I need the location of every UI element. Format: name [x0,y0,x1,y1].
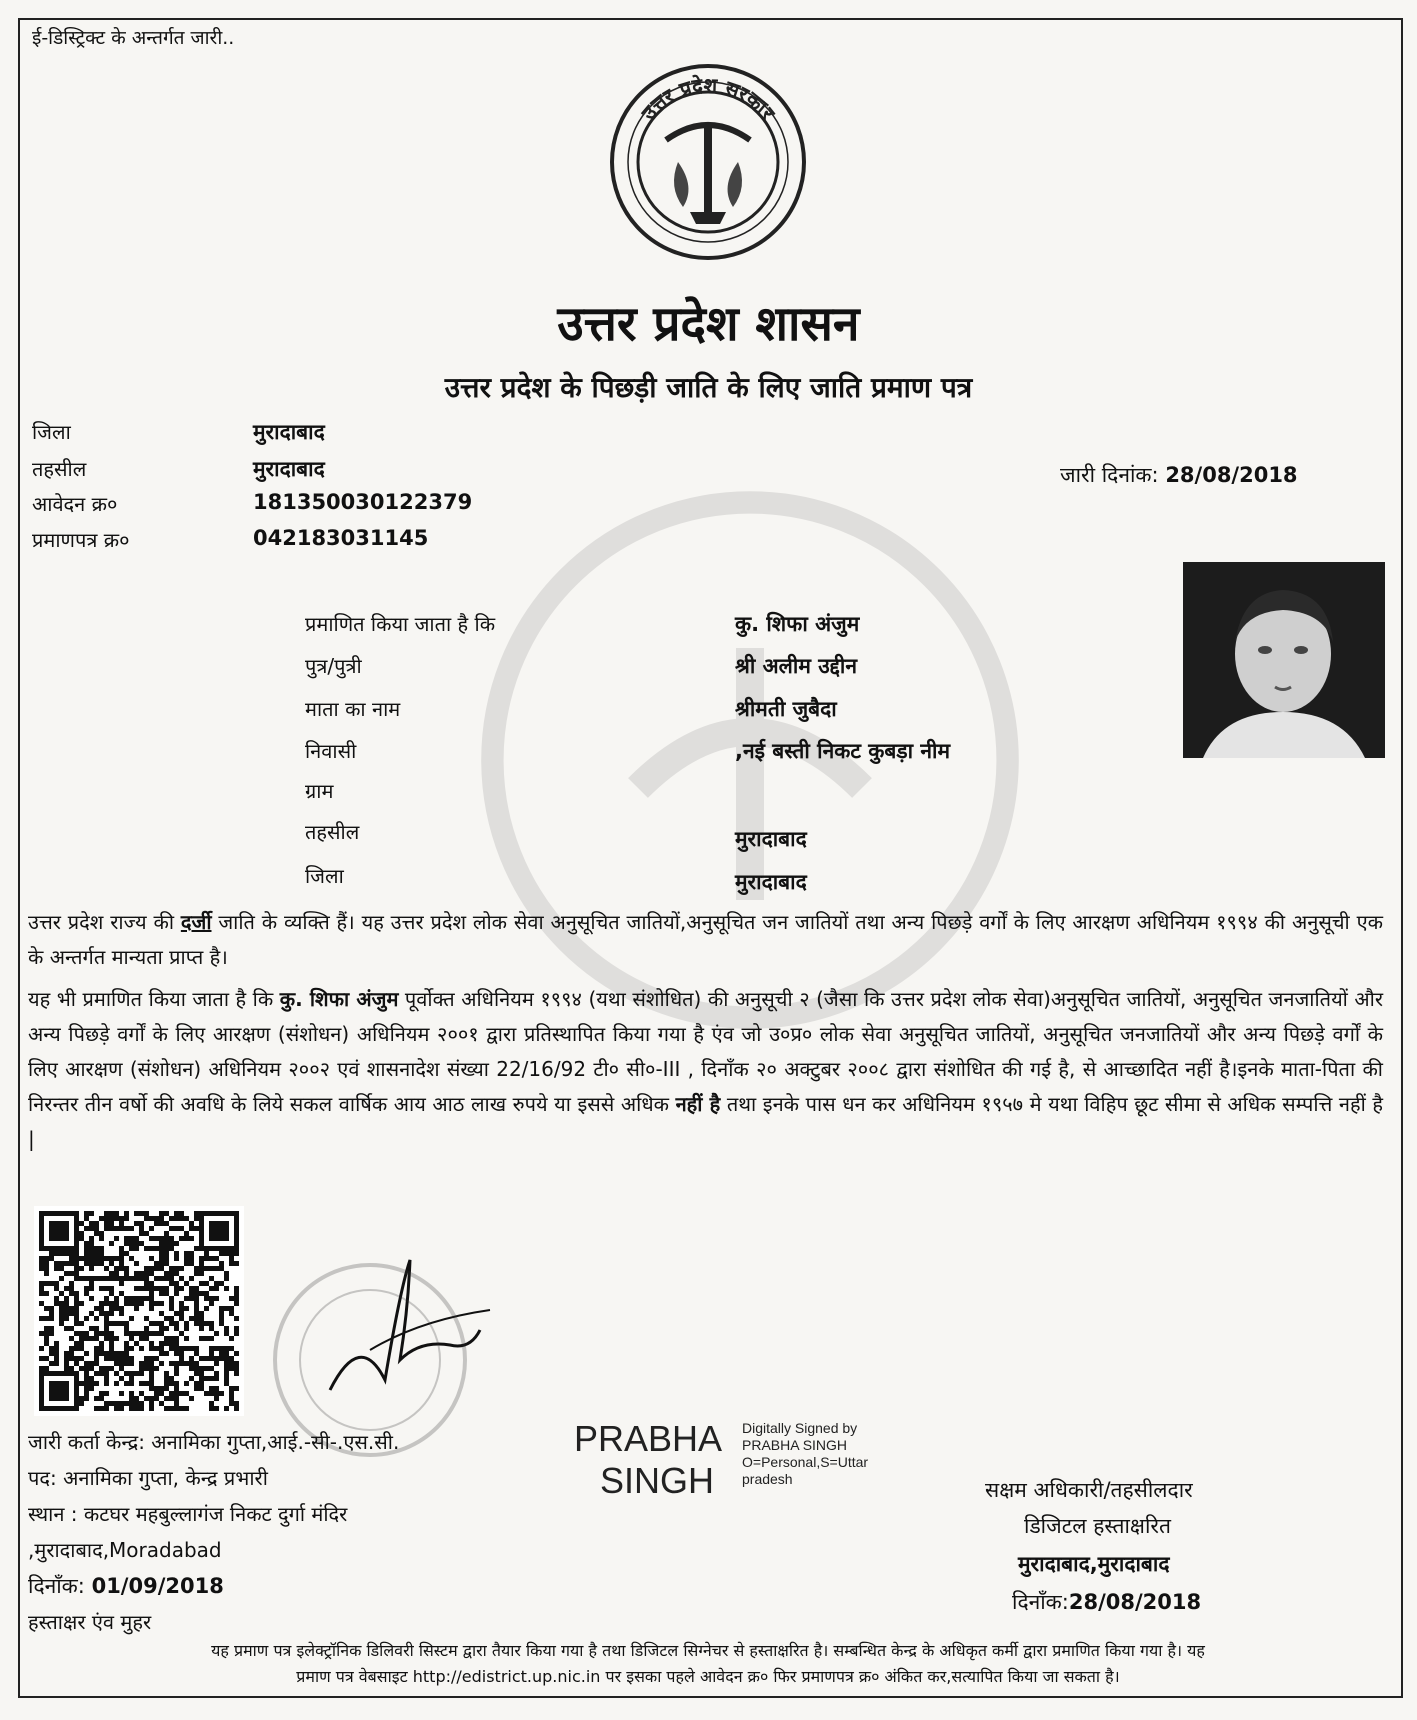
authority-place: मुरादाबाद,मुरादाबाद [1018,1552,1170,1576]
caste-name: दर्जी [180,910,212,934]
issue-date-label: जारी दिनांक: [1060,463,1159,487]
page-title: उत्तर प्रदेश शासन [557,296,860,352]
paragraph-certification: यह भी प्रमाणित किया जाता है कि कु. शिफा अंजुम पूर्वोक्त अधिनियम १९९४ (यथा संशोधित) की अनुसूची २ (जैसा कि उत्तर प्रदेश लोक सेवा)अनुसूचित जातियों, अनुसूचित जनजातियों और अन्य पिछड़े वर्गों के लिए आरक्षण (संशोधन) अधिनियम २००१ द्वारा प्रतिस्थापित किया गया है एंव जो उ०प्र० लोक सेवा अनुसूचित जातियों, अनुसूचित जनजातियों और अन्य पिछड़े वर्गों के लिए आरक्षण (संशोधन) अधिनियम २००२ एवं शासनादेश संख्या 22/16/92 टी० सी०-III , दिनाँक २० अक्टुबर २००८ द्वारा संशोधित की गई है, से आच्छादित नहीं है।इनके माता-पिता की निरन्तर तीन वर्षो की अवधि के लिये सकल वार्षिक आय आठ लाख रुपये या इससे अधिक नहीं है तथा इनके पास धन कर अधिनियम १९५७ मे यथा विहिप छूट सीमा से अधिक सम्पत्ति नहीं है | [28,987,1384,1151]
detail-label: माता का नाम [305,697,401,721]
paragraph-caste: उत्तर प्रदेश राज्य की दर्जी जाति के व्यक्ति हैं। यह उत्तर प्रदेश लोक सेवा अनुसूचित जातियों,अनुसूचित जन जातियों तथा अन्य पिछड़े वर्गों के लिए आरक्षण अधिनियम १९९४ की अनुसूची एक के अन्तर्गत मान्यता प्राप्त है। [28,910,1383,969]
applicant-photo [1183,562,1385,758]
issuing-center: जारी कर्ता केन्द्र: अनामिका गुप्ता,आई.-सी-.एस.सी. [28,1430,400,1454]
mother-name: श्रीमती जुबैदा [735,697,837,721]
certificate-subtitle: उत्तर प्रदेश के पिछड़ी जाति के लिए जाति प्रमाण पत्र [444,371,973,404]
application-label: आवेदन क्र० [32,492,118,516]
authority-date-value: 28/08/2018 [1068,1590,1202,1614]
digital-signer-name: PRABHA [574,1418,723,1459]
issuer-date-value: 01/09/2018 [91,1574,224,1598]
detail-label: ग्राम [305,779,334,803]
applicant-name-inline: कु. शिफा अंजुम [279,987,399,1011]
digitally-signed-label: डिजिटल हस्ताक्षरित [1024,1514,1171,1538]
digital-signature-details: Digitally Signed by PRABHA SINGH O=Personal,S=Uttar pradesh [742,1420,869,1487]
detail-label: पुत्र/पुत्री [305,654,362,678]
issuer-date-label: दिनाँक: [28,1574,85,1598]
footer-line-1: यह प्रमाण पत्र इलेक्ट्रॉनिक डिलिवरी सिस्टम द्वारा तैयार किया गया है तथा डिजिटल सिग्नेचर से हस्ताक्षरित है। सम्बन्धित केन्द्र के अधिकृत कर्मी द्वारा प्रमाणित किया गया है। यह [211,1641,1205,1660]
district-label: जिला [32,420,71,444]
district-value: मुरादाबाद [253,420,325,444]
tehsil-label: तहसील [32,457,87,481]
footer-note [28,1638,1388,1690]
emblem-text: उत्तर प्रदेश सरकार [636,72,780,125]
application-number: 181350030122379 [253,490,473,514]
detail-label: जिला [305,864,344,888]
up-government-emblem-icon [608,62,808,262]
residence: ,नई बस्ती निकट कुबड़ा नीम [735,739,951,763]
parent-name: श्री अलीम उद्दीन [735,654,857,678]
authority-date [1012,1588,1201,1616]
issuer-date [28,1572,224,1600]
detail-label: तहसील [305,820,360,844]
tehsil-value: मुरादाबाद [253,457,325,481]
signature-and-seal: हस्ताक्षर एंव मुहर [28,1610,152,1634]
detail-label: निवासी [305,739,357,763]
issue-date [1060,461,1298,489]
footer-line-2: प्रमाण पत्र वेबसाइट http://edistrict.up.nic.in पर इसका पहले आवेदन क्र० फिर प्रमाणपत्र क्र० अंकित कर,सत्यापित किया जा सकता है। [296,1667,1120,1686]
detail-district: मुरादाबाद [735,870,807,894]
certificate-number: 042183031145 [253,526,429,550]
qr-code-icon [34,1206,244,1416]
applicant-name: कु. शिफा अंजुम [735,612,860,636]
issuer-place: स्थान : कटघर महबुल्लागंज निकट दुर्गा मंदिर [28,1502,348,1526]
issue-date-value: 28/08/2018 [1165,463,1298,487]
certificate-number-label: प्रमाणपत्र क्र० [32,528,130,552]
authority-title: सक्षम अधिकारी/तहसीलदार [985,1478,1193,1502]
header-note: ई-डिस्ट्रिक्ट के अन्तर्गत जारी.. [32,27,235,49]
detail-tehsil: मुरादाबाद [735,827,807,851]
issuer-post: पद: अनामिका गुप्ता, केन्द्र प्रभारी [28,1466,268,1490]
authority-date-label: दिनाँक: [1012,1590,1069,1614]
digital-signer-surname: SINGH [600,1460,715,1501]
detail-label: प्रमाणित किया जाता है कि [305,612,496,636]
issuer-place-city: ,मुरादाबाद,Moradabad [28,1538,222,1562]
